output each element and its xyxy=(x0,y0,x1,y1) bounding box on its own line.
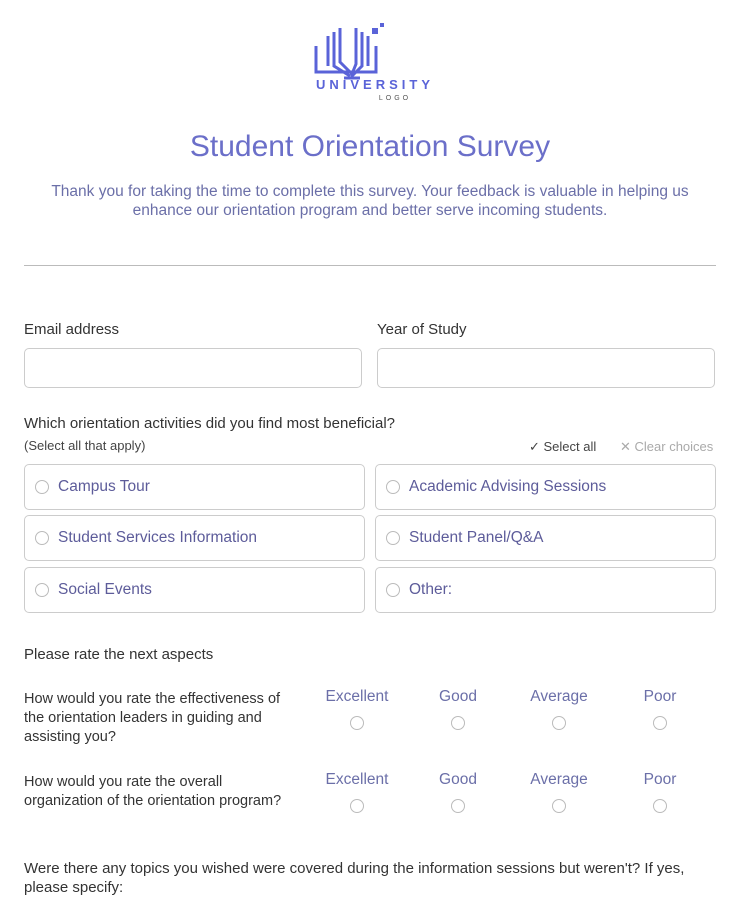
rating-column-header: Poor xyxy=(643,688,677,705)
option-campus-tour[interactable]: Campus Tour xyxy=(24,464,365,510)
email-label: Email address xyxy=(24,321,120,338)
rating-question-1: How would you rate the effectiveness of the orientation leaders in guiding and assisting you? xyxy=(24,691,281,745)
rating-column-header: Excellent xyxy=(325,688,389,705)
rating-intro: Please rate the next aspects xyxy=(24,646,214,663)
activities-hint: (Select all that apply) xyxy=(24,438,146,453)
rating-radio-row2-col4[interactable] xyxy=(653,799,667,813)
checkbox[interactable] xyxy=(386,480,400,494)
rating-column-header: Poor xyxy=(643,771,677,788)
rating-column-header: Good xyxy=(439,771,477,788)
rating-column-header: Good xyxy=(439,688,477,705)
rating-radio-row2-col2[interactable] xyxy=(451,799,465,813)
select-all-button[interactable]: ✓ Select all xyxy=(529,439,597,454)
checkbox[interactable] xyxy=(386,531,400,545)
logo-text: UNIVERSITY xyxy=(315,77,434,92)
option-student-services[interactable]: Student Services Information xyxy=(24,515,365,561)
rating-radio-row1-col1[interactable] xyxy=(350,716,364,730)
topics-question: Were there any topics you wished were covered during the information sessions but weren't? If yes, please specify: xyxy=(24,860,685,896)
rating-radio-row1-col2[interactable] xyxy=(451,716,465,730)
close-icon: ✕ xyxy=(620,439,635,454)
rating-column-header: Average xyxy=(530,688,588,705)
page-description: Thank you for taking the time to complete this survey. Your feedback is valuable in helping us enhance our orientation program and better serve incoming students. xyxy=(51,183,689,219)
option-student-panel[interactable]: Student Panel/Q&A xyxy=(375,515,716,561)
checkbox[interactable] xyxy=(386,583,400,597)
email-input[interactable] xyxy=(24,348,362,388)
option-social-events[interactable]: Social Events xyxy=(24,567,365,613)
checkbox[interactable] xyxy=(35,583,49,597)
rating-column-header: Average xyxy=(530,771,588,788)
check-icon: ✓ xyxy=(529,439,544,454)
rating-radio-row1-col4[interactable] xyxy=(653,716,667,730)
rating-question-2: How would you rate the overall organization of the orientation program? xyxy=(24,774,282,809)
activities-question: Which orientation activities did you find most beneficial? xyxy=(24,415,396,432)
divider xyxy=(24,265,716,266)
year-input[interactable] xyxy=(377,348,715,388)
clear-choices-button[interactable]: ✕ Clear choices xyxy=(620,439,714,454)
logo-subtext: LOGO xyxy=(378,95,412,102)
option-academic-advising[interactable]: Academic Advising Sessions xyxy=(375,464,716,510)
checkbox[interactable] xyxy=(35,480,49,494)
rating-radio-row2-col3[interactable] xyxy=(552,799,566,813)
page-title: Student Orientation Survey xyxy=(189,130,551,163)
checkbox[interactable] xyxy=(35,531,49,545)
rating-radio-row2-col1[interactable] xyxy=(350,799,364,813)
rating-radio-row1-col3[interactable] xyxy=(552,716,566,730)
option-other[interactable]: Other: xyxy=(375,567,716,613)
rating-column-header: Excellent xyxy=(325,771,389,788)
year-label: Year of Study xyxy=(377,321,467,338)
